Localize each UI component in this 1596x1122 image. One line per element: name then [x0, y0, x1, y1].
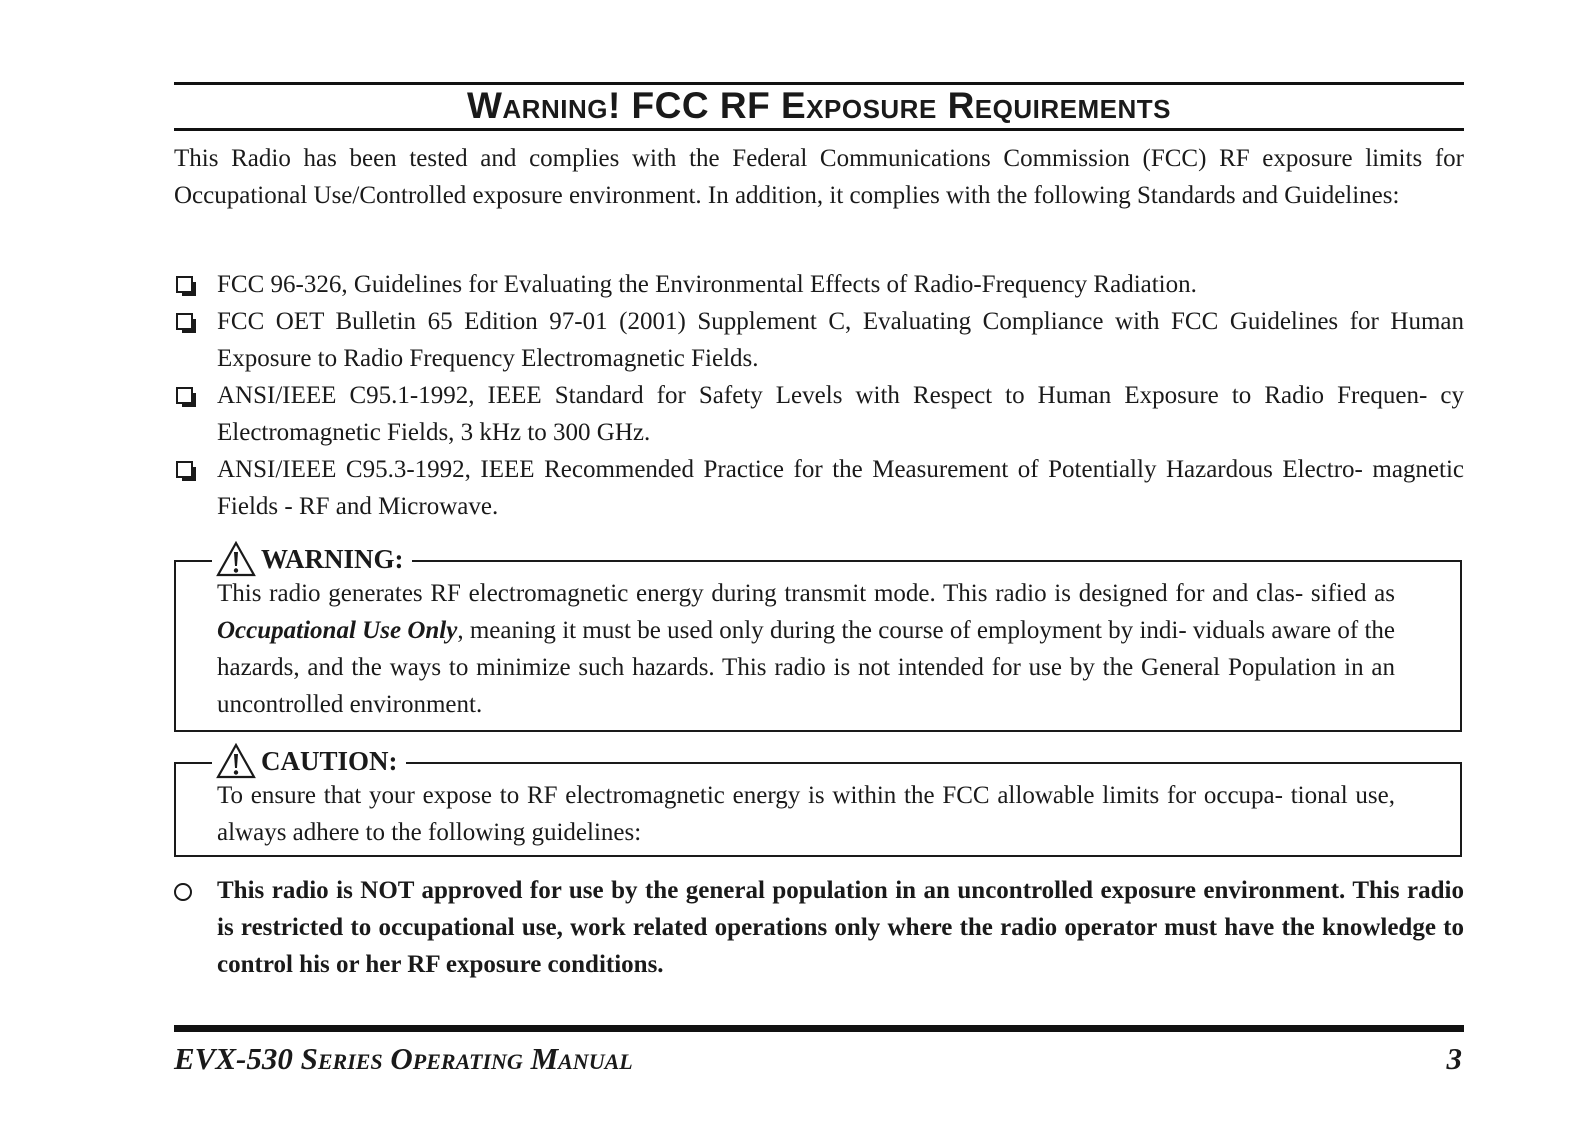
intro-paragraph: This Radio has been tested and complies with the Federal Communications Commission (FCC) RF exposure limits for Occupational Use/Controlled exposure environment. In addition, it complies with the following Standards and Guidelines:	[174, 145, 1464, 209]
guideline-text: This radio is NOT approved for use by the general population in an uncontrolled exposure environment. This radio is restricted to occupational use, work related operations only where the radio operator must have the knowledge to control his or her RF exposure conditions.	[217, 877, 1464, 978]
standards-list	[174, 266, 1464, 525]
footer-rule	[174, 1025, 1464, 1032]
list-item-text: ANSI/IEEE C95.3-1992, IEEE Recommended Practice for the Measurement of Potentially Hazardous Electro- magnetic Fields - RF and Microwave.	[217, 456, 1464, 520]
checkbox-bullet-icon	[176, 313, 193, 330]
list-item-text: FCC 96-326, Guidelines for Evaluating the Environmental Effects of Radio-Frequency Radiation.	[217, 271, 1197, 298]
circle-bullet-icon	[174, 883, 192, 901]
list-item	[174, 451, 1464, 525]
warning-label-text: WARNING:	[261, 544, 404, 574]
caution-box	[174, 746, 1462, 857]
warning-label	[212, 540, 412, 578]
checkbox-bullet-icon	[176, 276, 193, 293]
warning-triangle-icon	[216, 541, 256, 577]
warning-text-end: , meaning it must be used only during the course of employment by indi- viduals aware of the hazards, and the ways to minimize such hazards. This radio is not intended for use by the General Population in an uncontrolled environment.	[217, 617, 1395, 718]
checkbox-bullet-icon	[176, 461, 193, 478]
warning-box	[174, 544, 1462, 732]
checkbox-bullet-icon	[176, 387, 193, 404]
title-bottom-rule	[174, 128, 1464, 131]
caution-text: To ensure that your expose to RF electromagnetic energy is within the FCC allowable limits for occupa- tional use, always adhere to the following guidelines:	[217, 782, 1395, 846]
caution-label	[212, 742, 406, 780]
list-item-text: FCC OET Bulletin 65 Edition 97-01 (2001) Supplement C, Evaluating Compliance with FCC Guidelines for Human Exposure to Radio Frequency Electromagnetic Fields.	[217, 308, 1464, 372]
occupational-use-emphasis: Occupational Use Only	[217, 617, 458, 644]
page-title: Warning! FCC RF Exposure Requirements	[466, 85, 1171, 126]
list-item-text: ANSI/IEEE C95.1-1992, IEEE Standard for Safety Levels with Respect to Human Exposure to Radio Frequen- cy Electromagnetic Fields, 3 kHz to 300 GHz.	[217, 382, 1464, 446]
manual-title: EVX-530 Series Operating Manual	[174, 1041, 633, 1076]
warning-text	[217, 575, 1395, 723]
warning-text-start: This radio generates RF electromagnetic energy during transmit mode. This radio is designed for and clas- sified as	[217, 580, 1395, 607]
page-number: 3	[1446, 1041, 1462, 1076]
manual-page	[174, 0, 1464, 1122]
caution-label-text: CAUTION:	[261, 746, 398, 776]
list-item	[174, 377, 1464, 451]
list-item	[174, 266, 1464, 303]
list-item	[174, 303, 1464, 377]
warning-triangle-icon	[216, 743, 256, 779]
